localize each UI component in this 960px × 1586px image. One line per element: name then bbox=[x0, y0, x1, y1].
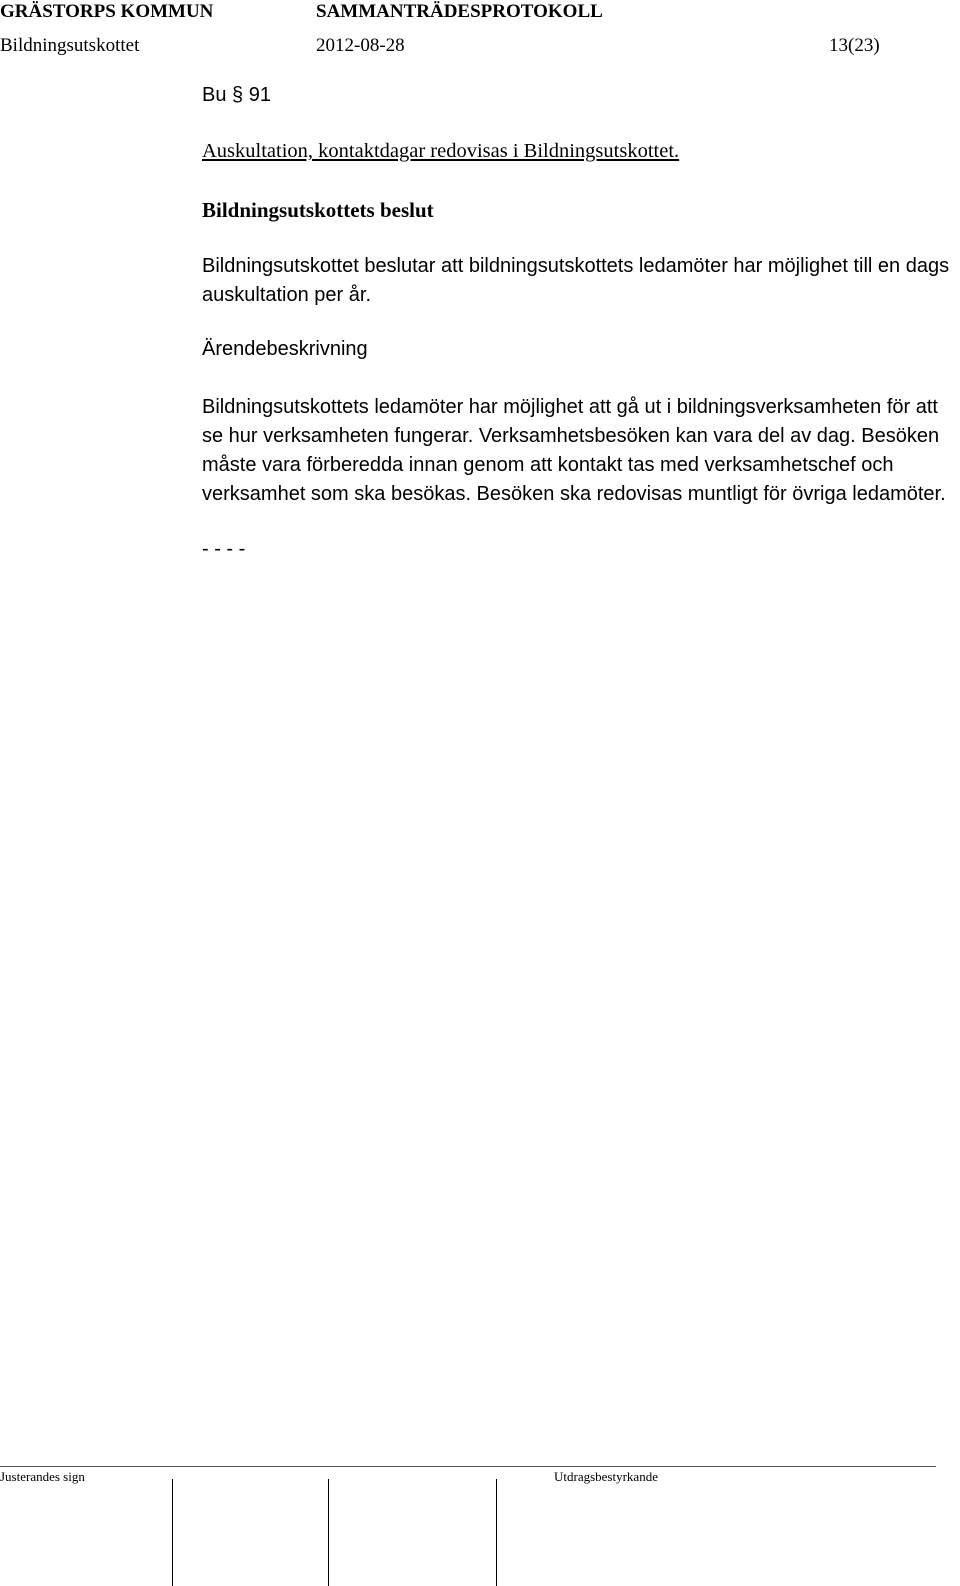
municipality-name: GRÄSTORPS KOMMUN bbox=[0, 1, 214, 22]
section-number: Bu § 91 bbox=[202, 84, 271, 106]
section-title: Auskultation, kontaktdagar redovisas i Bildningsutskottet. bbox=[202, 140, 680, 162]
page-number: 13(23) bbox=[829, 35, 880, 56]
meeting-date: 2012-08-28 bbox=[316, 35, 405, 56]
committee-name: Bildningsutskottet bbox=[0, 35, 140, 56]
description-heading: Ärendebeskrivning bbox=[202, 338, 368, 360]
footer-divider bbox=[0, 1466, 936, 1467]
signature-box-divider bbox=[172, 1479, 173, 1586]
certifier-label: Utdragsbestyrkande bbox=[554, 1469, 658, 1484]
signature-box-divider bbox=[328, 1479, 329, 1586]
description-text: Bildningsutskottets ledamöter har möjlighet att gå ut i bildningsverksamheten för att se hur verksamheten fungerar. Verksamhetsbesöken kan vara del av dag. Besöken måste vara förberedda innan genom att kontakt tas med verksamhetschef och verksamhet som ska besökas. Besöken ska redovisas muntligt för övriga ledamöter. bbox=[202, 396, 946, 505]
decision-text: Bildningsutskottet beslutar att bildningsutskottets ledamöter har möjlighet till en dags auskultation per år. bbox=[202, 255, 950, 306]
document-type: SAMMANTRÄDESPROTOKOLL bbox=[316, 1, 603, 22]
signature-box-divider bbox=[496, 1479, 497, 1586]
end-marker: - - - - bbox=[202, 538, 246, 560]
signers-label: Justerandes sign bbox=[0, 1469, 85, 1484]
decision-heading: Bildningsutskottets beslut bbox=[202, 198, 434, 222]
